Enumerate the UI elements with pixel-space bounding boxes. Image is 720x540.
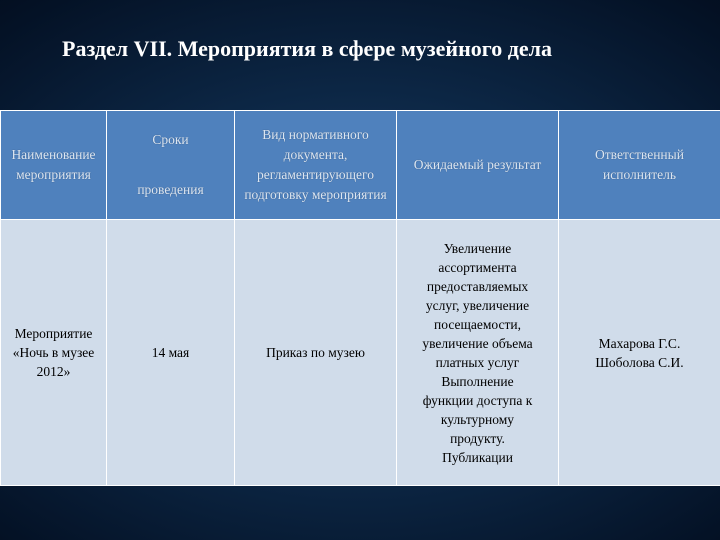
result-line: функции доступа к [422,392,533,408]
executor-name: Шоболова С.И. [595,354,684,370]
header-document-type: Вид нормативного документа, регламентирующего подготовку мероприятия [235,111,397,220]
events-table [0,110,720,486]
result-line: Публикации [442,449,513,465]
cell-expected-result [397,220,559,486]
header-dates-line2: проведения [137,182,204,197]
result-line: услуг, увеличение [425,297,530,313]
result-line: ассортимента [438,259,517,275]
header-dates-line1: Сроки [152,132,189,147]
result-line: Увеличение [443,240,512,256]
result-line: культурному [440,411,515,427]
cell-executor [559,220,720,486]
header-dates [107,111,235,220]
cell-date: 14 мая [107,220,235,486]
slide-title: Раздел VII. Мероприятия в сфере музейного дела [62,36,552,61]
header-event-name: Наименование мероприятия [1,111,107,220]
result-line: посещаемости, [434,316,521,332]
result-line: платных услуг [435,354,520,370]
result-line: предоставляемых [426,278,529,294]
header-expected-result: Ожидаемый результат [397,111,559,220]
header-executor: Ответственный исполнитель [559,111,720,220]
result-line: Выполнение [441,373,514,389]
result-line: увеличение объема [422,335,533,351]
cell-event-name: Мероприятие «Ночь в музее 2012» [1,220,107,486]
result-line: продукту. [450,430,505,446]
table-header-row [1,111,720,220]
cell-document: Приказ по музею [235,220,397,486]
executor-name: Махарова Г.С. [598,335,681,351]
table-row [1,220,720,486]
